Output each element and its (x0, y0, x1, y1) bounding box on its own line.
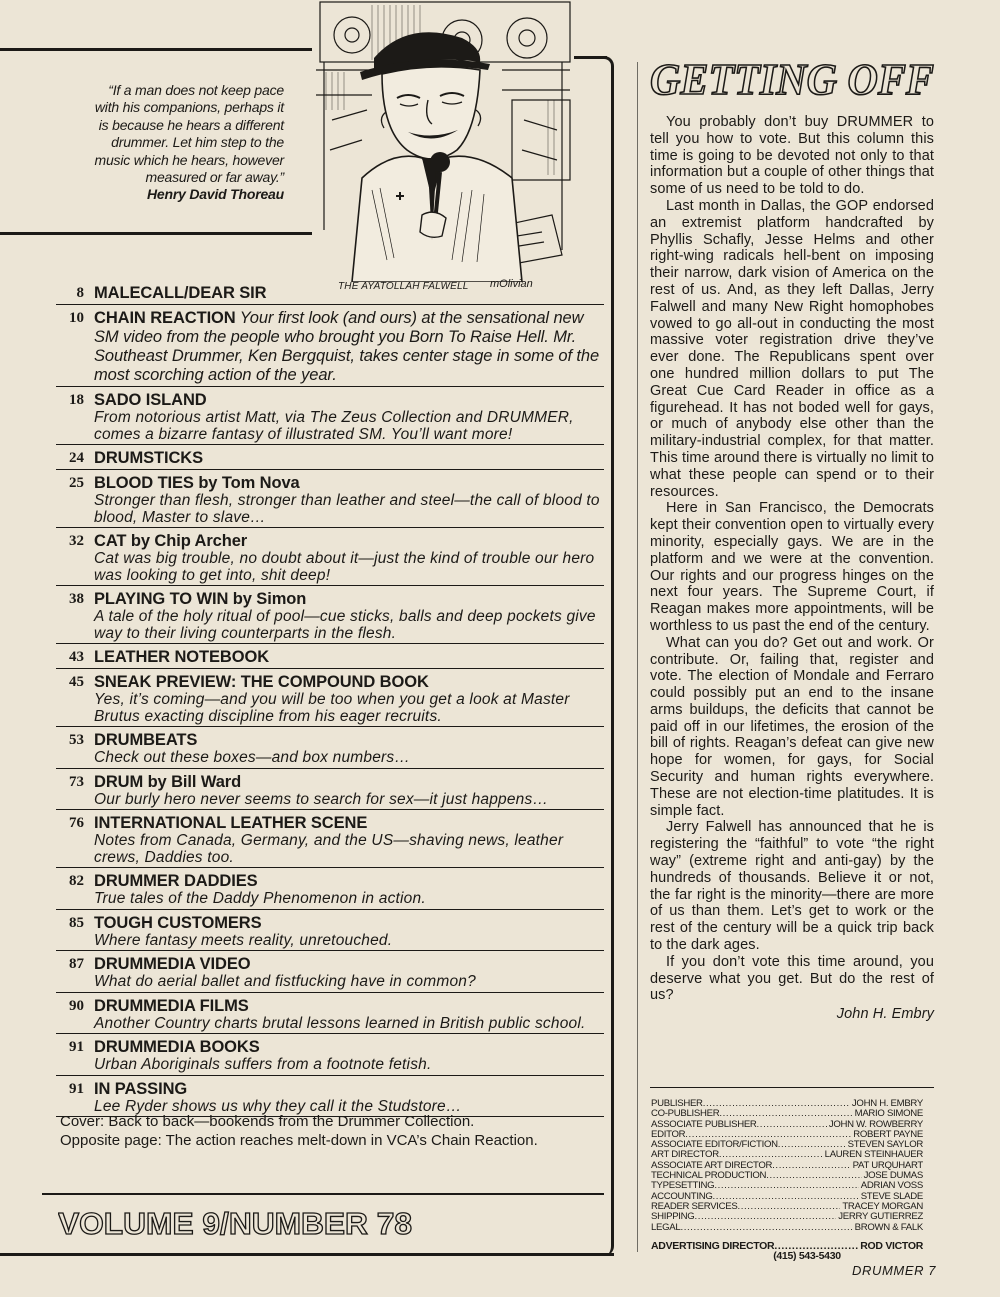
toc-title-text: CAT by Chip Archer (94, 532, 248, 550)
column-paragraph: Here in San Francisco, the Democrats kept their convention open to virtually every minority, especially gays. We are in the platform and we were at the convention. Our rights and our progress hinges on the next four years. The Supreme Court, if Reagan makes more appointments, will be worthless to us past the end of the century. (650, 500, 934, 634)
toc-entry (56, 284, 604, 305)
masthead-row (651, 1171, 923, 1181)
toc-title-text: LEATHER NOTEBOOK (94, 648, 270, 666)
toc-entry (56, 309, 604, 387)
toc-entry (56, 673, 604, 727)
column-title (648, 52, 938, 102)
masthead-row (651, 1150, 923, 1160)
frame-rule-middle (0, 232, 312, 235)
volume-number-text: VOLUME 9/NUMBER 78 (58, 1206, 412, 1240)
toc-title-text: PLAYING TO WIN by Simon (94, 590, 307, 608)
masthead-rule (650, 1087, 934, 1088)
masthead-role: TYPESETTING (651, 1181, 715, 1192)
table-of-contents (56, 284, 604, 1121)
masthead-row (651, 1212, 923, 1222)
masthead-name: LAUREN STEINHAUER (824, 1150, 923, 1161)
masthead-row (651, 1130, 923, 1140)
masthead-role: PUBLISHER (651, 1099, 703, 1109)
toc-title (94, 474, 604, 493)
masthead-role: ASSOCIATE PUBLISHER (651, 1119, 757, 1130)
column-paragraph: What can you do? Get out and work. Or contribute. Or, failing that, register and vote. The election of Mondale and Ferraro could possibly put an end to the insane arms buildups, the deficits that cannot be paid off in our lifetimes, the erosion of the bill of rights. Reagan’s defeat can give new hope for women, for gays, for Social Security and human rights everywhere. These are not election-time platitudes. It is simple fact. (650, 634, 934, 819)
toc-entry (56, 391, 604, 445)
toc-title-text: DRUMMER DADDIES (94, 872, 258, 890)
toc-description: What do aerial ballet and fistfucking have in common? (94, 973, 476, 990)
toc-title-text: DRUMBEATS (94, 731, 198, 749)
toc-description: Our burly hero never seems to search for sex—it just happens… (94, 790, 549, 808)
cover-note: Cover: Back to back—bookends from the Drummer Collection. (60, 1113, 475, 1130)
masthead-name: JOSE DUMAS (863, 1171, 923, 1182)
masthead-role: EDITOR (651, 1129, 686, 1140)
toc-page-number: 45 (69, 674, 84, 690)
column-rule (637, 62, 638, 1252)
toc-page-number: 38 (69, 591, 84, 607)
toc-page-number: 32 (69, 533, 84, 549)
toc-page-number: 85 (69, 914, 84, 931)
toc-page-number: 25 (69, 475, 84, 491)
page-folio: DRUMMER 7 (852, 1263, 937, 1278)
toc-page-number: 91 (69, 1080, 84, 1097)
column-paragraph: You probably don’t buy DRUMMER to tell you how to vote. But this column this time is going to be devoted not only to that information but a couple of other things that some of us need to be told to do. (650, 114, 934, 198)
toc-description: True tales of the Daddy Phenomenon in action. (94, 890, 426, 907)
toc-description: A tale of the holy ritual of pool—cue sticks, balls and deep pockets give way to their living counterparts in the flesh. (94, 608, 596, 642)
masthead-row (651, 1099, 923, 1109)
toc-description: Yes, it’s coming—and you will be too when you get a look at Master Brutus exacting discipline from his eager recruits. (94, 691, 570, 725)
frame-rule-right (604, 56, 614, 1256)
masthead-name: JERRY GUTIERREZ (838, 1212, 923, 1223)
toc-page-number: 53 (69, 732, 84, 748)
editorial-column (650, 114, 934, 1023)
artist-signature: mOlivian (490, 278, 533, 290)
masthead-role: SHIPPING (651, 1212, 695, 1223)
toc-description: Another Country charts brutal lessons learned in British public school. (94, 1014, 586, 1032)
toc-description: From notorious artist Matt, via The Zeus Collection and DRUMMER, comes a bizarre fantasy of illustrated SM. You’ll want more! (94, 409, 574, 443)
masthead-role: READER SERVICES (651, 1201, 738, 1212)
toc-page-number: 18 (69, 392, 84, 408)
caricature-illustration (312, 0, 574, 282)
masthead-name: TRACEY MORGAN (842, 1201, 923, 1212)
toc-title-text: DRUMSTICKS (94, 449, 203, 467)
toc-title (94, 914, 604, 933)
toc-title (94, 284, 604, 303)
toc-title-text: MALECALL/DEAR SIR (94, 284, 267, 302)
toc-title (94, 731, 604, 750)
column-paragraph: Last month in Dallas, the GOP endorsed an extremist platform handcrafted by Phyllis Schafly, Jesse Helms and other right-wing radicals hell-bent on imposing their narrow, dark vision of America on the rest of us. And, as they left Dallas, Jerry Falwell and many New Right homophobes vowed to go all-out in conducting the most massive voter registration drive they’ve ever done. The Republicans spent over one hundred million dollars to put The Great Cue Card Reader in office as a figurehead. It has not boded well for gays, or much of anybody else other than the military-industrial complex, for that matter. This time around there is virtually no limit to what these people can spend or to their resources. (650, 197, 934, 500)
toc-description: Stronger than flesh, stronger than leather and steel—the call of blood to blood, Master to slave… (94, 492, 600, 526)
toc-entry (56, 590, 604, 644)
toc-title (94, 648, 604, 667)
toc-title (94, 1038, 604, 1057)
column-paragraph: If you don’t vote this time around, you deserve what you get. But do the rest of us? (650, 953, 934, 1004)
masthead-name: STEVE SLADE (860, 1191, 923, 1202)
toc-entry (56, 474, 604, 528)
frame-rule-inner (42, 1193, 604, 1195)
toc-description: Your first look (and ours) at the sensational new SM video from the people who brought you Born To Raise Hell. Mr. Southeast Drummer, Ken Bergquist, takes center stage in some of the most scorching action of the year. (94, 309, 600, 384)
staff-masthead (651, 1099, 923, 1262)
toc-page-number: 43 (69, 649, 84, 665)
epigraph-author: Henry David Thoreau (146, 186, 284, 203)
toc-entry (56, 955, 604, 993)
masthead-role: LEGAL (651, 1222, 681, 1233)
toc-entry (56, 532, 604, 586)
column-title-text: GETTING OFF (650, 55, 934, 102)
toc-title-text: DRUMMEDIA FILMS (94, 996, 249, 1015)
toc-page-number: 8 (76, 285, 84, 301)
frame-rule-top (0, 48, 312, 51)
volume-number-lettering (58, 1206, 418, 1240)
toc-title-text: DRUM by Bill Ward (94, 772, 242, 791)
masthead-role: ASSOCIATE ART DIRECTOR (651, 1160, 773, 1171)
caricature-drawing (312, 0, 574, 282)
masthead-name: BROWN & FALK (854, 1222, 923, 1233)
toc-title (94, 532, 604, 551)
cover-notes (60, 1113, 600, 1150)
toc-entry (56, 648, 604, 669)
toc-page-number: 73 (69, 773, 84, 790)
column-title-lettering (648, 52, 938, 102)
masthead-name: STEVEN SAYLOR (847, 1140, 923, 1151)
toc-description: Check out these boxes—and box numbers… (94, 749, 411, 766)
toc-page-number: 10 (69, 310, 84, 326)
toc-title-text: DRUMMEDIA VIDEO (94, 955, 251, 973)
toc-entry (56, 731, 604, 769)
toc-title-text: INTERNATIONAL LEATHER SCENE (94, 814, 368, 832)
toc-page-number: 87 (69, 956, 84, 972)
toc-title (94, 773, 604, 792)
toc-page-number: 82 (69, 873, 84, 889)
masthead-role: ACCOUNTING (651, 1191, 713, 1202)
toc-title (94, 590, 604, 609)
masthead-role: ASSOCIATE EDITOR/FICTION (651, 1140, 778, 1151)
toc-description: Cat was big trouble, no doubt about it—just the kind of trouble our hero was looking to get into, shit deep! (94, 550, 595, 584)
toc-entry (56, 814, 604, 868)
toc-title (94, 872, 604, 891)
toc-entry (56, 773, 604, 811)
volume-number (58, 1206, 418, 1240)
masthead-role: CO-PUBLISHER (651, 1109, 720, 1120)
masthead-row (651, 1161, 923, 1171)
column-byline: John H. Embry (836, 1006, 934, 1023)
masthead-row (651, 1181, 923, 1191)
masthead-name: JOHN W. ROWBERRY (828, 1119, 923, 1130)
frame-rule-bottom (0, 1253, 614, 1256)
toc-description: Notes from Canada, Germany, and the US—shaving news, leather crews, Daddies too. (94, 832, 564, 866)
masthead-row (651, 1109, 923, 1119)
toc-title-text: IN PASSING (94, 1079, 188, 1098)
toc-title-text: TOUGH CUSTOMERS (94, 913, 262, 932)
toc-title (94, 309, 604, 385)
epigraph-text: “If a man does not keep pace with his companions, perhaps it is because he hears a different drummer. Let him step to the music which he hears, however measured or far away.” (94, 82, 284, 186)
masthead-row (651, 1120, 923, 1130)
toc-description: Lee Ryder shows us why they call it the Studstore… (94, 1097, 462, 1115)
toc-page-number: 76 (69, 815, 84, 831)
masthead-name: ROBERT PAYNE (853, 1129, 923, 1140)
toc-entry (56, 449, 604, 470)
epigraph (84, 82, 284, 204)
illustration-caption: THE AYATOLLAH FALWELL (338, 281, 469, 292)
toc-title (94, 673, 604, 692)
masthead-name: ROD VICTOR (860, 1240, 923, 1252)
toc-page-number: 24 (69, 450, 84, 466)
toc-title (94, 1080, 604, 1099)
toc-title-text: SNEAK PREVIEW: THE COMPOUND BOOK (94, 673, 429, 691)
toc-entry (56, 997, 604, 1035)
masthead-row (651, 1202, 923, 1212)
column-paragraph: Jerry Falwell has announced that he is registering the “faithful” to vote “the right way” (extreme right and anti-gay) by the hundreds of thousands. Believe it or not, the far right is the minority—there are more of us than them. Let’s get to work or the rest of the century will be a quick trip back to the dark ages. (650, 819, 934, 954)
toc-entry (56, 914, 604, 952)
masthead-role: ART DIRECTOR (651, 1150, 719, 1161)
toc-title-text: BLOOD TIES by Tom Nova (94, 474, 300, 492)
toc-title-text: DRUMMEDIA BOOKS (94, 1038, 260, 1056)
masthead-name: PAT URQUHART (852, 1160, 923, 1171)
toc-page-number: 91 (69, 1039, 84, 1055)
toc-title (94, 449, 604, 468)
toc-page-number: 90 (69, 997, 84, 1014)
opposite-page-note: Opposite page: The action reaches melt-down in VCA’s Chain Reaction. (60, 1131, 538, 1149)
toc-entry (56, 1080, 604, 1118)
toc-entry (56, 1038, 604, 1076)
toc-title (94, 997, 604, 1016)
masthead-name: MARIO SIMONE (854, 1109, 923, 1120)
toc-title (94, 955, 604, 974)
toc-entry (56, 872, 604, 910)
toc-title (94, 391, 604, 410)
advertising-phone: (415) 543-5430 (773, 1250, 841, 1263)
toc-title-text: CHAIN REACTION (94, 309, 236, 327)
toc-description: Where fantasy meets reality, unretouched. (94, 931, 393, 949)
masthead-row (651, 1140, 923, 1150)
toc-title (94, 814, 604, 833)
masthead-row (651, 1192, 923, 1202)
masthead-row (651, 1223, 923, 1233)
masthead-role: ADVERTISING DIRECTOR (651, 1240, 775, 1252)
masthead-role: TECHNICAL PRODUCTION (651, 1171, 767, 1182)
masthead-name: ADRIAN VOSS (860, 1181, 923, 1192)
masthead-name: JOHN H. EMBRY (851, 1099, 923, 1109)
toc-title-text: SADO ISLAND (94, 391, 207, 409)
toc-description: Urban Aboriginals suffers from a footnote fetish. (94, 1056, 432, 1073)
